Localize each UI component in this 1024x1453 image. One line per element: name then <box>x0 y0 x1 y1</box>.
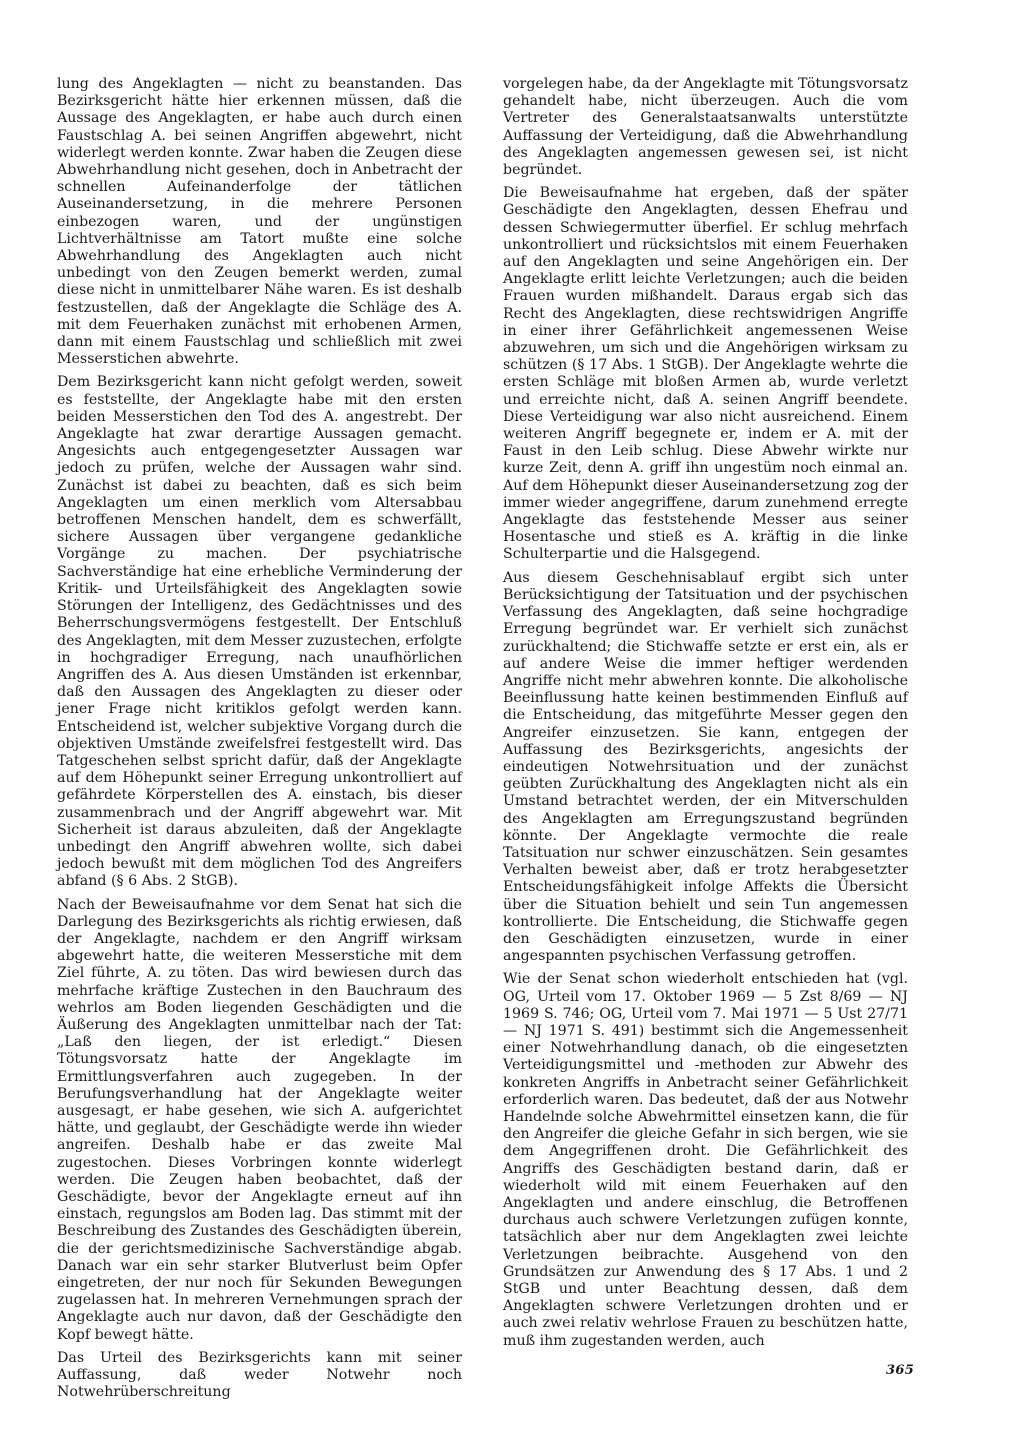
paragraph: Nach der Beweisaufnahme vor dem Senat hat sich die Darlegung des Bezirksgerichts als richtig erwiesen, daß der Angeklagte, nachdem er den Angriff wirksam abgewehrt hatte, die weiteren Messerstiche mit dem Ziel führte, A. zu töten. Das wird bewiesen durch das mehrfache kräftige Zustechen in den Bauchraum des wehrlos am Boden liegenden Geschädigten und die Äußerung des Angeklagten unmittelbar nach der Tat: „Laß den liegen, der ist erledigt.“ Diesen Tötungsvorsatz hatte der Angeklagte im Ermittlungsverfahren auch zugegeben. In der Berufungsverhandlung hat der Angeklagte weiter ausgesagt, er habe gesehen, wie sich A. aufgerichtet hätte, und geglaubt, der Geschädigte werde ihn wieder angreifen. Deshalb habe er das zweite Mal zugestochen. Dieses Vorbringen konnte widerlegt werden. Die Zeugen haben beobachtet, daß der Geschädigte, bevor der Angeklagte erneut auf ihn einstach, regungslos am Boden lag. Das stimmt mit der Beschreibung des Zustandes des Geschädigten überein, die der gerichtsmedizinische Sachverständige abgab. Danach war ein sehr starker Blutverlust beim Opfer eingetreten, der nur noch für Sekunden Bewegungen zugelassen hat. In mehreren Vernehmungen sprach der Angeklagte auch nur davon, daß der Geschädigte den Kopf bewegt hätte. <box>57 896 462 1343</box>
right-column <box>503 76 908 1356</box>
paragraph: Das Urteil des Bezirksgerichts kann mit seiner Auffassung, daß weder Notwehr noch Notwehrüberschreitung <box>57 1349 462 1401</box>
page-number: 365 <box>886 1363 915 1378</box>
paragraph: lung des Angeklagten — nicht zu beanstanden. Das Bezirksgericht hätte hier erkennen müssen, daß die Aussage des Angeklagten, er habe auch durch einen Faustschlag A. bei seinen Angriffen abgewehrt, nicht widerlegt werden konnte. Zwar haben die Zeugen diese Abwehrhandlung nicht gesehen, doch in Anbetracht der schnellen Aufeinanderfolge der tätlichen Auseinandersetzung, in die mehrere Personen einbezogen waren, und der ungünstigen Lichtverhältnisse am Tatort mußte eine solche Abwehrhandlung des Angeklagten auch nicht unbedingt von den Zeugen bemerkt werden, zumal diese nicht in unmittelbarer Nähe waren. Es ist deshalb festzustellen, daß der Angeklagte die Schläge des A. mit dem Feuerhaken zunächst mit erhobenen Armen, dann mit einem Faustschlag und schließlich mit zwei Messerstichen abwehrte. <box>57 76 462 368</box>
paragraph: Die Beweisaufnahme hat ergeben, daß der später Geschädigte den Angeklagten, dessen Ehefrau und dessen Schwiegermutter überfiel. Er schlug mehrfach unkontrolliert und rücksichtslos mit einem Feuerhaken auf den Angeklagten und seine Angehörigen ein. Der Angeklagte erlitt leichte Verletzungen; auch die beiden Frauen wurden mißhandelt. Daraus ergab sich das Recht des Angeklagten, diese rechtswidrigen Angriffe in einer ihrer Gefährlichkeit angemessenen Weise abzuwehren, um sich und die Angehörigen wirksam zu schützen (§ 17 Abs. 1 StGB). Der Angeklagte wehrte die ersten Schläge mit bloßen Armen ab, wurde verletzt und erreichte nicht, daß A. seinen Angriff beendete. Diese Verteidigung war also nicht ausreichend. Einem weiteren Angriff begegnete er, indem er A. mit der Faust in den Leib schlug. Diese Abwehr wirkte nur kurze Zeit, denn A. griff ihn ungestüm noch einmal an. Auf dem Höhepunkt dieser Auseinandersetzung zog der immer wieder angegriffene, darum zunehmend erregte Angeklagte das feststehende Messer aus seiner Hosentasche und stieß es A. kräftig in die linke Schulterpartie und die Halsgegend. <box>503 185 908 563</box>
paragraph: vorgelegen habe, da der Angeklagte mit Tötungsvorsatz gehandelt habe, nicht überzeugen. Auch die vom Vertreter des Generalstaatsanwalts unterstützte Auffassung der Verteidigung, daß die Abwehrhandlung des Angeklagten angemessen gewesen sei, ist nicht begründet. <box>503 76 908 179</box>
paragraph: Aus diesem Geschehnisablauf ergibt sich unter Berücksichtigung der Tatsituation und der psychischen Verfassung des Angeklagten, daß seine hochgradige Erregung begründet war. Er verhielt sich zunächst zurückhaltend; die Stichwaffe setzte er erst ein, als er auf andere Weise die immer heftiger werdenden Angriffe nicht mehr abwehren konnte. Die alkoholische Beeinflussung hatte keinen bestimmenden Einfluß auf die Entscheidung, das mitgeführte Messer gegen den Angreifer einzusetzen. Sie kann, entgegen der Auffassung des Bezirksgerichts, angesichts der eindeutigen Notwehrsituation und der zunächst geübten Zurückhaltung des Angeklagten nicht als ein Umstand betrachtet werden, der ein Mitverschulden des Angeklagten am Erregungszustand begründen könnte. Der Angeklagte vermochte die reale Tatsituation nur schwer einzuschätzen. Sein gesamtes Verhalten beweist aber, daß er trotz herabgesetzter Entscheidungsfähigkeit infolge Affekts die Übersicht über die Situation behielt und sein Tun angemessen kontrollierte. Die Entscheidung, die Stichwaffe gegen den Geschädigten einzusetzen, wurde in einer angespannten psychischen Verfassung getroffen. <box>503 569 908 965</box>
paragraph: Dem Bezirksgericht kann nicht gefolgt werden, soweit es feststellte, der Angeklagte habe mit den ersten beiden Messerstichen den Tod des A. angestrebt. Der Angeklagte hat zwar derartige Aussagen gemacht. Angesichts auch entgegengesetzter Aussagen war jedoch zu prüfen, welche der Aussagen wahr sind. Zunächst ist dabei zu beachten, daß es sich beim Angeklagten um einen merklich vom Altersabbau betroffenen Menschen handelt, dem es schwerfällt, sichere Aussagen über vergangene gedankliche Vorgänge zu machen. Der psychiatrische Sachverständige hat eine erhebliche Verminderung der Kritik- und Urteilsfähigkeit des Angeklagten sowie Störungen der Intelligenz, des Gedächtnisses und des Beherrschungsvermögens festgestellt. Der Entschluß des Angeklagten, mit dem Messer zuzustechen, erfolgte in hochgradiger Erregung, nach unaufhörlichen Angriffen des A. Aus diesen Umständen ist erkennbar, daß den Aussagen des Angeklagten zu dieser oder jener Frage nicht kritiklos gefolgt werden kann. Entscheidend ist, welcher subjektive Vorgang durch die objektiven Umstände zweifelsfrei festgestellt wird. Das Tatgeschehen selbst spricht dafür, daß der Angeklagte auf dem Höhepunkt seiner Erregung unkontrolliert auf gefährdete Körperstellen des A. einstach, bis dieser zusammenbrach und der Angriff abgewehrt war. Mit Sicherheit ist daraus abzuleiten, daß der Angeklagte unbedingt den Angriff abwehren wollte, sich dabei jedoch bewußt mit dem möglichen Tod des Angreifers abfand (§ 6 Abs. 2 StGB). <box>57 374 462 890</box>
left-column <box>57 76 462 1407</box>
paragraph: Wie der Senat schon wiederholt entschieden hat (vgl. OG, Urteil vom 17. Oktober 1969 — 5 Zst 8/69 — NJ 1969 S. 746; OG, Urteil vom 7. Mai 1971 — 5 Ust 27/71 — NJ 1971 S. 491) bestimmt sich die Angemessenheit einer Notwehrhandlung danach, ob die eingesetzten Verteidigungsmittel und -methoden zur Abwehr des konkreten Angriffs in Anbetracht seiner Gefährlichkeit erforderlich waren. Das bedeutet, daß der aus Notwehr Handelnde solche Abwehrmittel einsetzen kann, die für den Angreifer die gleiche Gefahr in sich bergen, wie sie dem Angegriffenen droht. Die Gefährlichkeit des Angriffs des Geschädigten bestand darin, daß er wiederholt wild mit einem Feuerhaken auf den Angeklagten und andere einschlug, die Betroffenen durchaus auch schwere Verletzungen zufügen konnte, tatsächlich aber nur dem Angeklagten zwei leichte Verletzungen beibrachte. Ausgehend von den Grundsätzen zur Anwendung des § 17 Abs. 1 und 2 StGB und unter Beachtung dessen, daß dem Angeklagten schwere Verletzungen drohten und er auch zwei relativ wehrlose Frauen zu beschützen hatte, muß ihm zugestanden werden, auch <box>503 971 908 1349</box>
